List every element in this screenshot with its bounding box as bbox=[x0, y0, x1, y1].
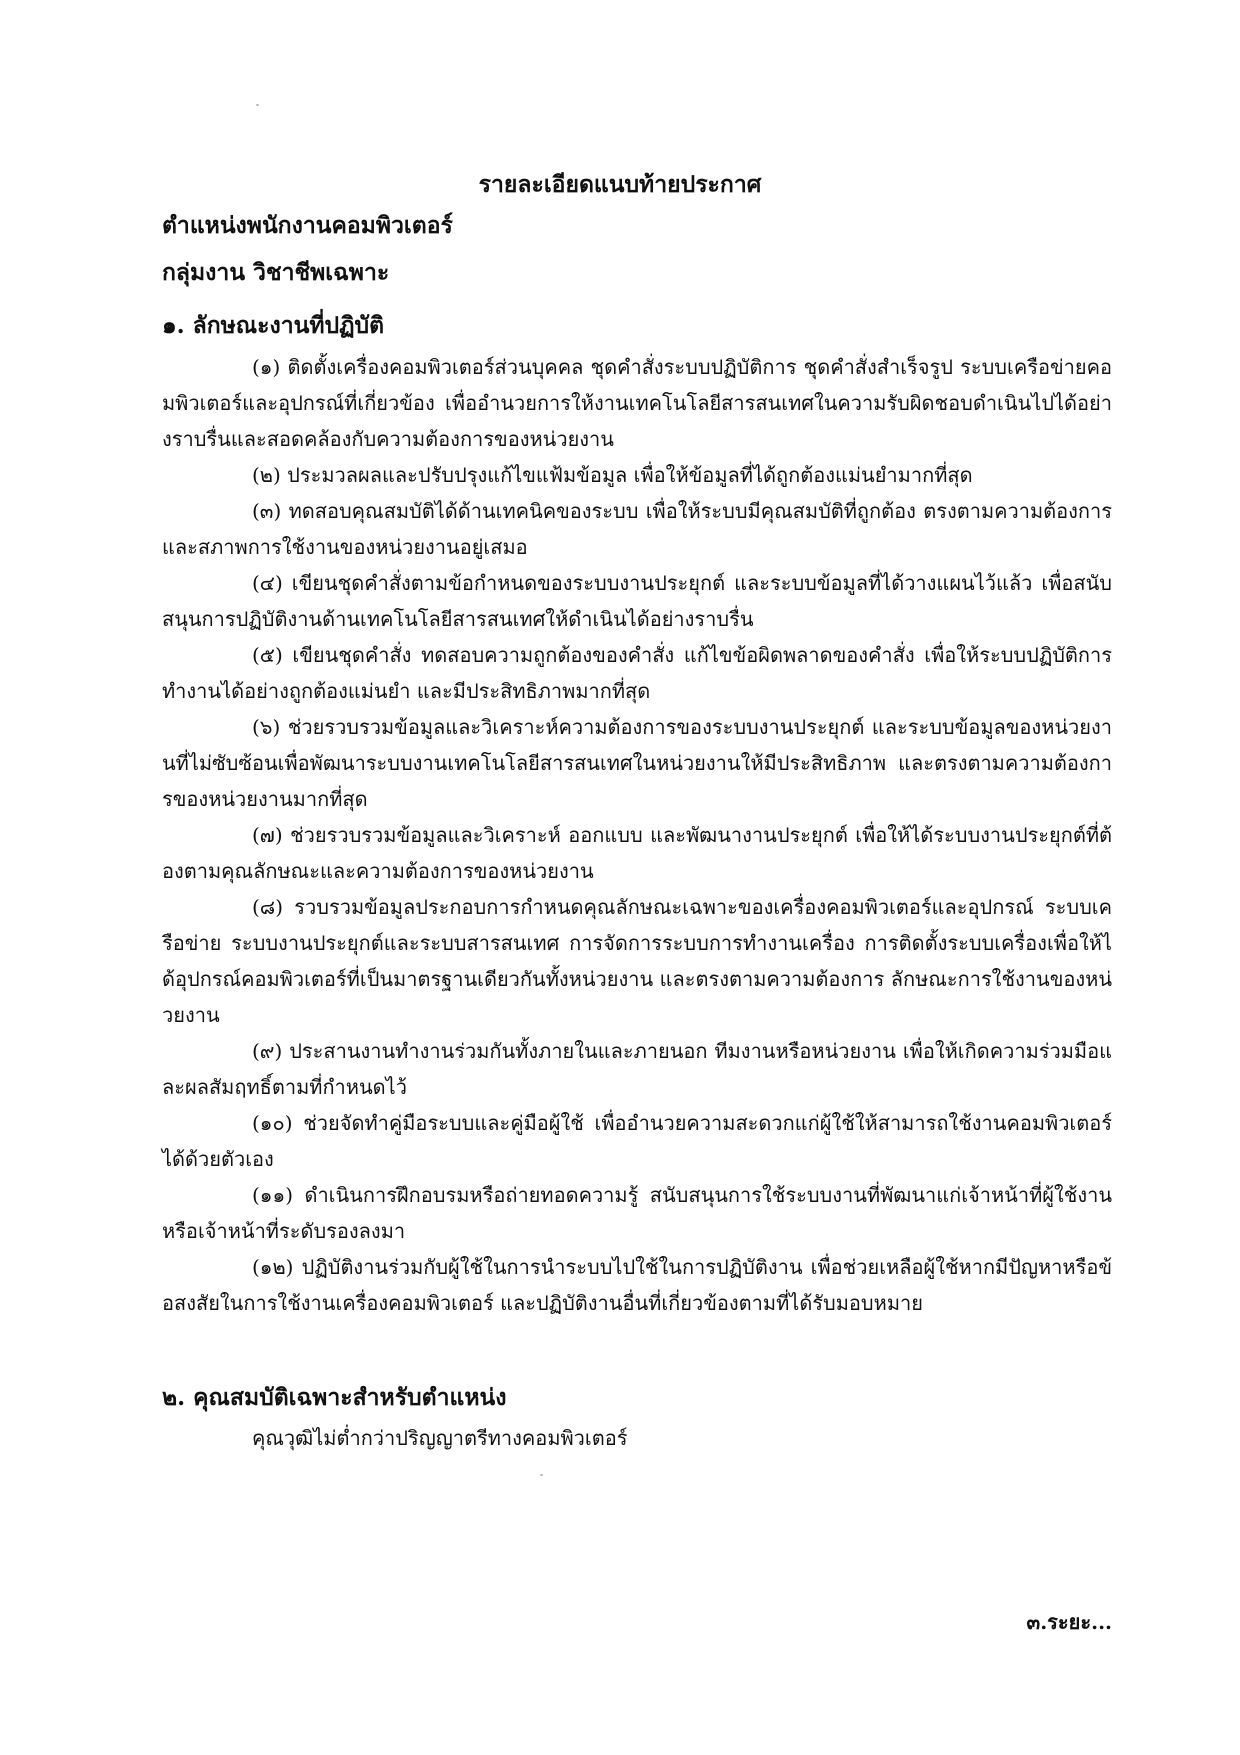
duty-item bbox=[162, 1177, 1112, 1249]
duty-item bbox=[162, 637, 1112, 709]
duty-number: (๑๑) bbox=[252, 1183, 293, 1207]
duty-text: ช่วยรวบรวมข้อมูลและวิเคราะห์ ออกแบบ และพัฒนางานประยุกต์ เพื่อให้ได้ระบบงานประยุกต์ที่ต้องตามคุณลักษณะและความต้องการของหน่วยงาน bbox=[162, 823, 1112, 883]
duty-text: ประสานงานทำงานร่วมกันทั้งภายในและภายนอก ทีมงานหรือหน่วยงาน เพื่อให้เกิดความร่วมมือและผลสัมฤทธิ์ตามที่กำหนดไว้ bbox=[162, 1039, 1112, 1099]
page-continuation: ๓.ระยะ... bbox=[1026, 1610, 1112, 1634]
duty-text: ดำเนินการฝึกอบรมหรือถ่ายทอดความรู้ สนับสนุนการใช้ระบบงานที่พัฒนาแก่เจ้าหน้าที่ผู้ใช้งานหรือเจ้าหน้าที่ระดับรองลงมา bbox=[162, 1183, 1112, 1243]
duty-item bbox=[162, 349, 1112, 457]
duty-text: รวบรวมข้อมูลประกอบการกำหนดคุณลักษณะเฉพาะของเครื่องคอมพิวเตอร์และอุปกรณ์ ระบบเครือข่าย ระบบงานประยุกต์และระบบสารสนเทศ การจัดการระบบการทำงานเครื่อง การติดตั้งระบบเครื่องเพื่อให้ได้อุปกรณ์คอมพิวเตอร์ที่เป็นมาตรฐานเดียวกันทั้งหน่วยงาน และตรงตามความต้องการ ลักษณะการใช้งานของหน่วยงาน bbox=[162, 895, 1112, 1027]
duty-item bbox=[162, 493, 1112, 565]
duty-text: เขียนชุดคำสั่ง ทดสอบความถูกต้องของคำสั่ง แก้ไขข้อผิดพลาดของคำสั่ง เพื่อให้ระบบปฏิบัติการทำงานได้อย่างถูกต้องแม่นยำ และมีประสิทธิภาพมากที่สุด bbox=[162, 643, 1113, 703]
duty-text: ช่วยรวบรวมข้อมูลและวิเคราะห์ความต้องการของระบบงานประยุกต์ และระบบข้อมูลของหน่วยงานที่ไม่ซับซ้อนเพื่อพัฒนาระบบงานเทคโนโลยีสารสนเทศในหน่วยงานให้มีประสิทธิภาพ และตรงตามความต้องการของหน่วยงานมากที่สุด bbox=[162, 715, 1113, 811]
duty-number: (๑๒) bbox=[252, 1255, 294, 1279]
section-1-heading: ๑. ลักษณะงานที่ปฏิบัติ bbox=[162, 312, 385, 339]
duty-item bbox=[162, 817, 1112, 889]
position-title: ตำแหน่งพนักงานคอมพิวเตอร์ bbox=[162, 212, 453, 239]
duty-text: ทดสอบคุณสมบัติได้ด้านเทคนิคของระบบ เพื่อให้ระบบมีคุณสมบัติที่ถูกต้อง ตรงตามความต้องการและสภาพการใช้งานของหน่วยงานอยู่เสมอ bbox=[162, 499, 1112, 559]
section-2-heading: ๒. คุณสมบัติเฉพาะสำหรับตำแหน่ง bbox=[162, 1384, 507, 1411]
scan-speck bbox=[540, 1474, 543, 1476]
duty-number: (๙) bbox=[252, 1039, 283, 1063]
duty-number: (๗) bbox=[252, 823, 283, 847]
duty-item bbox=[162, 1033, 1112, 1105]
duty-item bbox=[162, 1249, 1112, 1321]
duty-number: (๑๐) bbox=[252, 1111, 293, 1135]
duties-list bbox=[162, 349, 1112, 1321]
duty-number: (๖) bbox=[252, 715, 281, 739]
duty-text: ประมวลผลและปรับปรุงแก้ไขแฟ้มข้อมูล เพื่อให้ข้อมูลที่ได้ถูกต้องแม่นยำมากที่สุด bbox=[287, 463, 973, 487]
scan-speck bbox=[256, 104, 259, 106]
duty-item bbox=[162, 565, 1112, 637]
duty-number: (๔) bbox=[252, 571, 283, 595]
duty-text: ช่วยจัดทำคู่มือระบบและคู่มือผู้ใช้ เพื่ออำนวยความสะดวกแก่ผู้ใช้ให้สามารถใช้งานคอมพิวเตอร์ได้ด้วยตัวเอง bbox=[162, 1111, 1113, 1171]
duty-item bbox=[162, 709, 1112, 817]
duty-text: ติดตั้งเครื่องคอมพิวเตอร์ส่วนบุคคล ชุดคำสั่งระบบปฏิบัติการ ชุดคำสั่งสำเร็จรูป ระบบเครือข่ายคอมพิวเตอร์และอุปกรณ์ที่เกี่ยวข้อง เพื่ออำนวยการให้งานเทคโนโลยีสารสนเทศในความรับผิดชอบดำเนินไปได้อย่างราบรื่นและสอดคล้องกับความต้องการของหน่วยงาน bbox=[162, 355, 1112, 451]
duty-number: (๑) bbox=[252, 355, 281, 379]
duty-item bbox=[162, 1105, 1112, 1177]
document-title: รายละเอียดแนบท้ายประกาศ bbox=[478, 171, 762, 198]
duty-number: (๓) bbox=[252, 499, 282, 523]
duty-number: (๘) bbox=[252, 895, 284, 919]
duty-text: ปฏิบัติงานร่วมกับผู้ใช้ในการนำระบบไปใช้ในการปฏิบัติงาน เพื่อช่วยเหลือผู้ใช้หากมีปัญหาหรือข้อสงสัยในการใช้งานเครื่องคอมพิวเตอร์ และปฏิบัติงานอื่นที่เกี่ยวข้องตามที่ได้รับมอบหมาย bbox=[162, 1255, 1113, 1315]
duty-item bbox=[162, 889, 1112, 1033]
job-group: กลุ่มงาน วิชาชีพเฉพาะ bbox=[162, 259, 390, 286]
duty-number: (๒) bbox=[252, 463, 281, 487]
duty-item bbox=[162, 457, 1112, 493]
duty-number: (๕) bbox=[252, 643, 283, 667]
duty-text: เขียนชุดคำสั่งตามข้อกำหนดของระบบงานประยุกต์ และระบบข้อมูลที่ได้วางแผนไว้แล้ว เพื่อสนับสนุนการปฏิบัติงานด้านเทคโนโลยีสารสนเทศให้ดำเนินได้อย่างราบรื่น bbox=[162, 571, 1112, 631]
qualification-text: คุณวุฒิไม่ต่ำกว่าปริญญาตรีทางคอมพิวเตอร์ bbox=[252, 1426, 628, 1450]
